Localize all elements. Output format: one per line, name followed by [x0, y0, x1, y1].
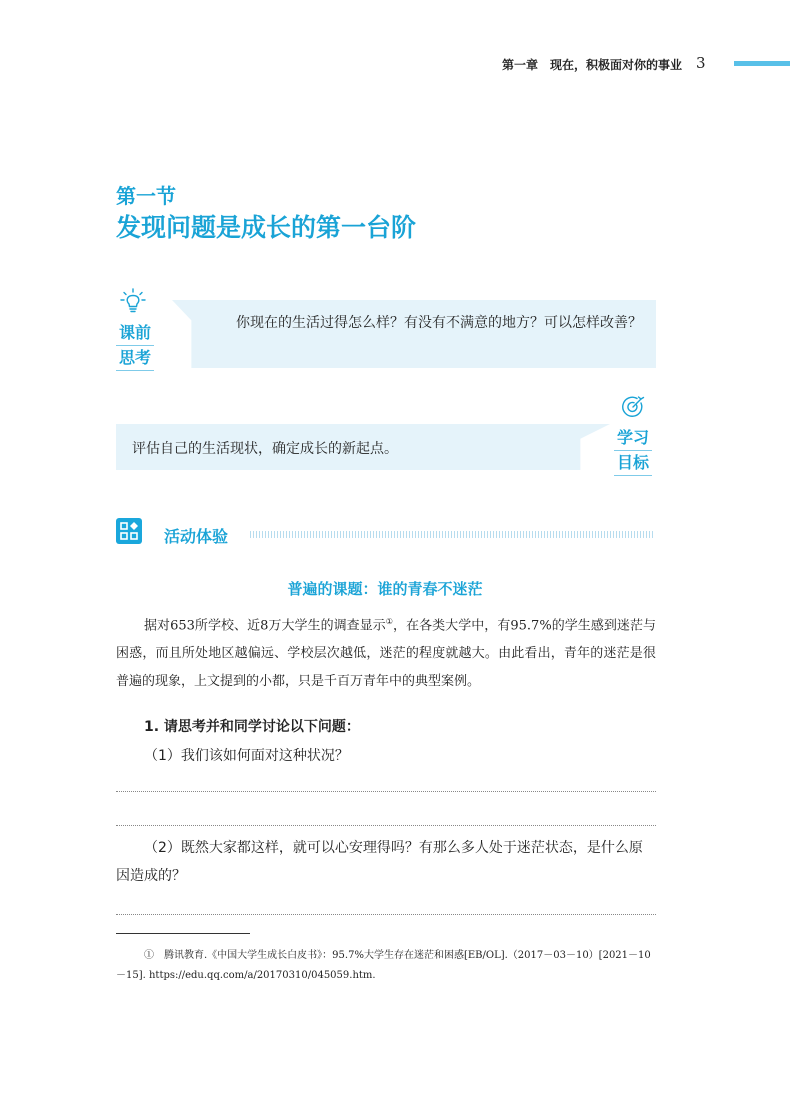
footnote-text: ① 腾讯教育.《中国大学生成长白皮书》：95.7%大学生存在迷茫和困惑[EB/OL].（2017－03－10）[2021－10－15]. https://edu.qq.com/a/20170310/045059.htm.: [116, 950, 651, 981]
pre-class-label: [116, 321, 154, 371]
article-body: [116, 608, 656, 696]
learning-goal-label-line1: 学习: [614, 426, 652, 451]
pre-class-label-line2: 思考: [116, 346, 154, 371]
pre-class-label-line1: 课前: [116, 321, 154, 346]
page-number: 3: [696, 54, 706, 72]
article-body-before: 据对653所学校、近8万大学生的调查显示: [144, 618, 386, 634]
learning-goal-label-line2: 目标: [614, 451, 652, 476]
learning-goal-text: 评估自己的生活现状，确定成长的新起点。: [132, 441, 398, 457]
article-title: 普遍的课题：谁的青春不迷茫: [287, 580, 483, 598]
learning-goal-label: [614, 426, 652, 476]
answer-line[interactable]: [116, 791, 656, 792]
pre-class-text: 你现在的生活过得怎么样？有没有不满意的地方？可以怎样改善？: [236, 315, 642, 331]
question-2: （2）既然大家都这样，就可以心安理得吗？有那么多人处于迷茫状态，是什么原因造成的？: [116, 840, 643, 884]
grid-shapes-icon: [116, 518, 142, 544]
running-header-title: 第一章 现在，积极面对你的事业: [501, 58, 682, 72]
activity-dotted-rule: [250, 531, 654, 538]
section-label: 第一节: [116, 184, 176, 208]
article-body-after: ，在各类大学中，有95.7%的学生感到迷茫与困惑，而且所处地区越偏远、学校层次越低，迷茫的程度就越大。由此看出，青年的迷茫是很普遍的现象，上文提到的小都，只是千百万青年中的典型案例。: [116, 618, 656, 690]
answer-line[interactable]: [116, 825, 656, 826]
question-1: （1）我们该如何面对这种状况？: [144, 748, 349, 764]
activity-title: 活动体验: [164, 527, 229, 546]
lightbulb-icon: [120, 288, 146, 314]
footnote-reference[interactable]: ①: [385, 617, 394, 626]
section-title: 发现问题是成长的第一台阶: [116, 213, 417, 242]
answer-line[interactable]: [116, 914, 656, 915]
header-accent-bar: [734, 61, 790, 66]
question-intro: 1. 请思考并和同学讨论以下问题：: [144, 719, 360, 735]
target-icon: [620, 394, 646, 420]
footnote-rule: [116, 933, 250, 934]
